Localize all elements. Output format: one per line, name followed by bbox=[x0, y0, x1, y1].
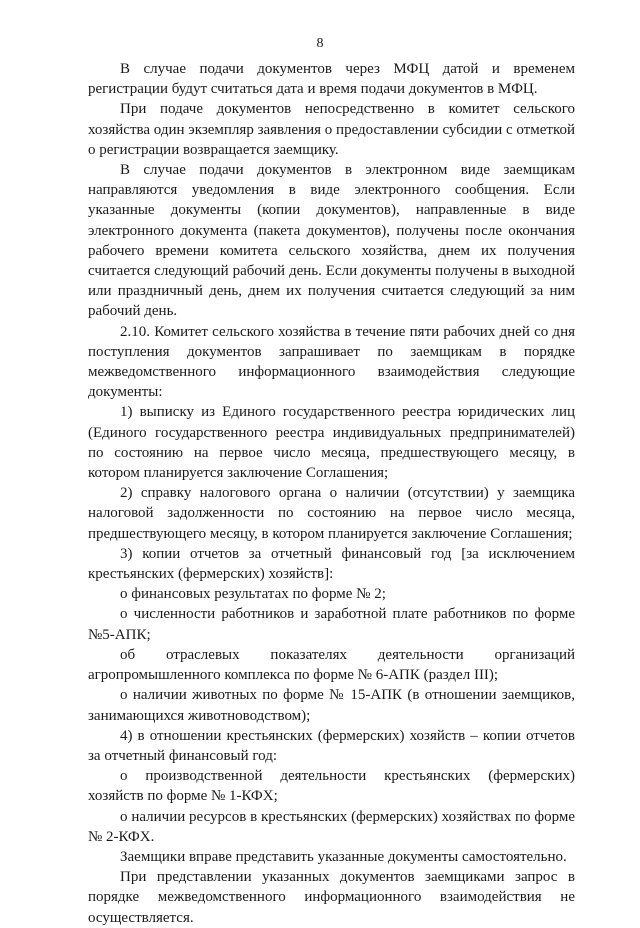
paragraph-self-submission: Заемщики вправе представить указанные документы самостоятельно. bbox=[120, 848, 567, 865]
sub-item-industry-indicators: об отраслевых показателях деятельности организаций агропромышленного комплекса по форме № 6-АПК (раздел III); bbox=[88, 646, 575, 684]
paragraph-electronic-submission: В случае подачи документов в электронном виде заемщикам направляются уведомления в виде электронного сообщения. Если указанные документы (копии документов), направленные в виде электронного документа (пакета документов), получены после окончания рабочего времени комитета сельского хозяйства, днем их получения считается следующий рабочий день. Если документы получены в выходной или праздничный день, днем их получения считается следующий за ним рабочий день. bbox=[88, 162, 575, 320]
list-item-3-report-copies: 3) копии отчетов за отчетный финансовый год [за исключением крестьянских (фермерских) хозяйств]: bbox=[88, 545, 575, 583]
paragraph-mfc-registration: В случае подачи документов через МФЦ датой и временем регистрации будут считаться дата и время подачи документов в МФЦ. bbox=[88, 61, 575, 98]
list-item-4-farm-reports: 4) в отношении крестьянских (фермерских) хозяйств – копии отчетов за отчетный финансовый год: bbox=[88, 727, 575, 764]
sub-item-financial-results: о финансовых результатах по форме № 2; bbox=[120, 586, 386, 603]
sub-item-employees: о численности работников и заработной плате работников по форме №5-АПК; bbox=[88, 606, 575, 643]
document-body bbox=[88, 59, 575, 928]
sub-item-livestock: о наличии животных по форме № 15-АПК (в отношении заемщиков, занимающихся животноводством); bbox=[88, 687, 575, 724]
paragraph-direct-submission: При подаче документов непосредственно в комитет сельского хозяйства один экземпляр заявления о предоставлении субсидии с отметкой о регистрации возвращается заемщику. bbox=[88, 101, 575, 158]
list-item-1-egrul-extract: 1) выписку из Единого государственного реестра юридических лиц (Единого государственного реестра индивидуальных предпринимателей) по состоянию на первое число месяца, предшествующего месяцу, в котором планируется заключение Соглашения; bbox=[88, 404, 575, 482]
sub-item-farm-resources: о наличии ресурсов в крестьянских (фермерских) хозяйствах по форме № 2-КФХ. bbox=[88, 808, 575, 845]
paragraph-no-request: При представлении указанных документов заемщиками запрос в порядке межведомственного информационного взаимодействия не осуществляется. bbox=[88, 869, 575, 926]
list-item-2-tax-certificate: 2) справку налогового органа о наличии (отсутствии) у заемщика налоговой задолженности по состоянию на первое число месяца, предшествующего месяцу, в котором планируется заключение Соглашения; bbox=[88, 485, 575, 542]
paragraph-2-10: 2.10. Комитет сельского хозяйства в течение пяти рабочих дней со дня поступления документов запрашивает по заемщикам в порядке межведомственного информационного взаимодействия следующие документы: bbox=[88, 323, 575, 401]
sub-item-farm-production: о производственной деятельности крестьянских (фермерских) хозяйств по форме № 1-КФХ; bbox=[88, 768, 575, 805]
page-number: 8 bbox=[316, 36, 324, 51]
